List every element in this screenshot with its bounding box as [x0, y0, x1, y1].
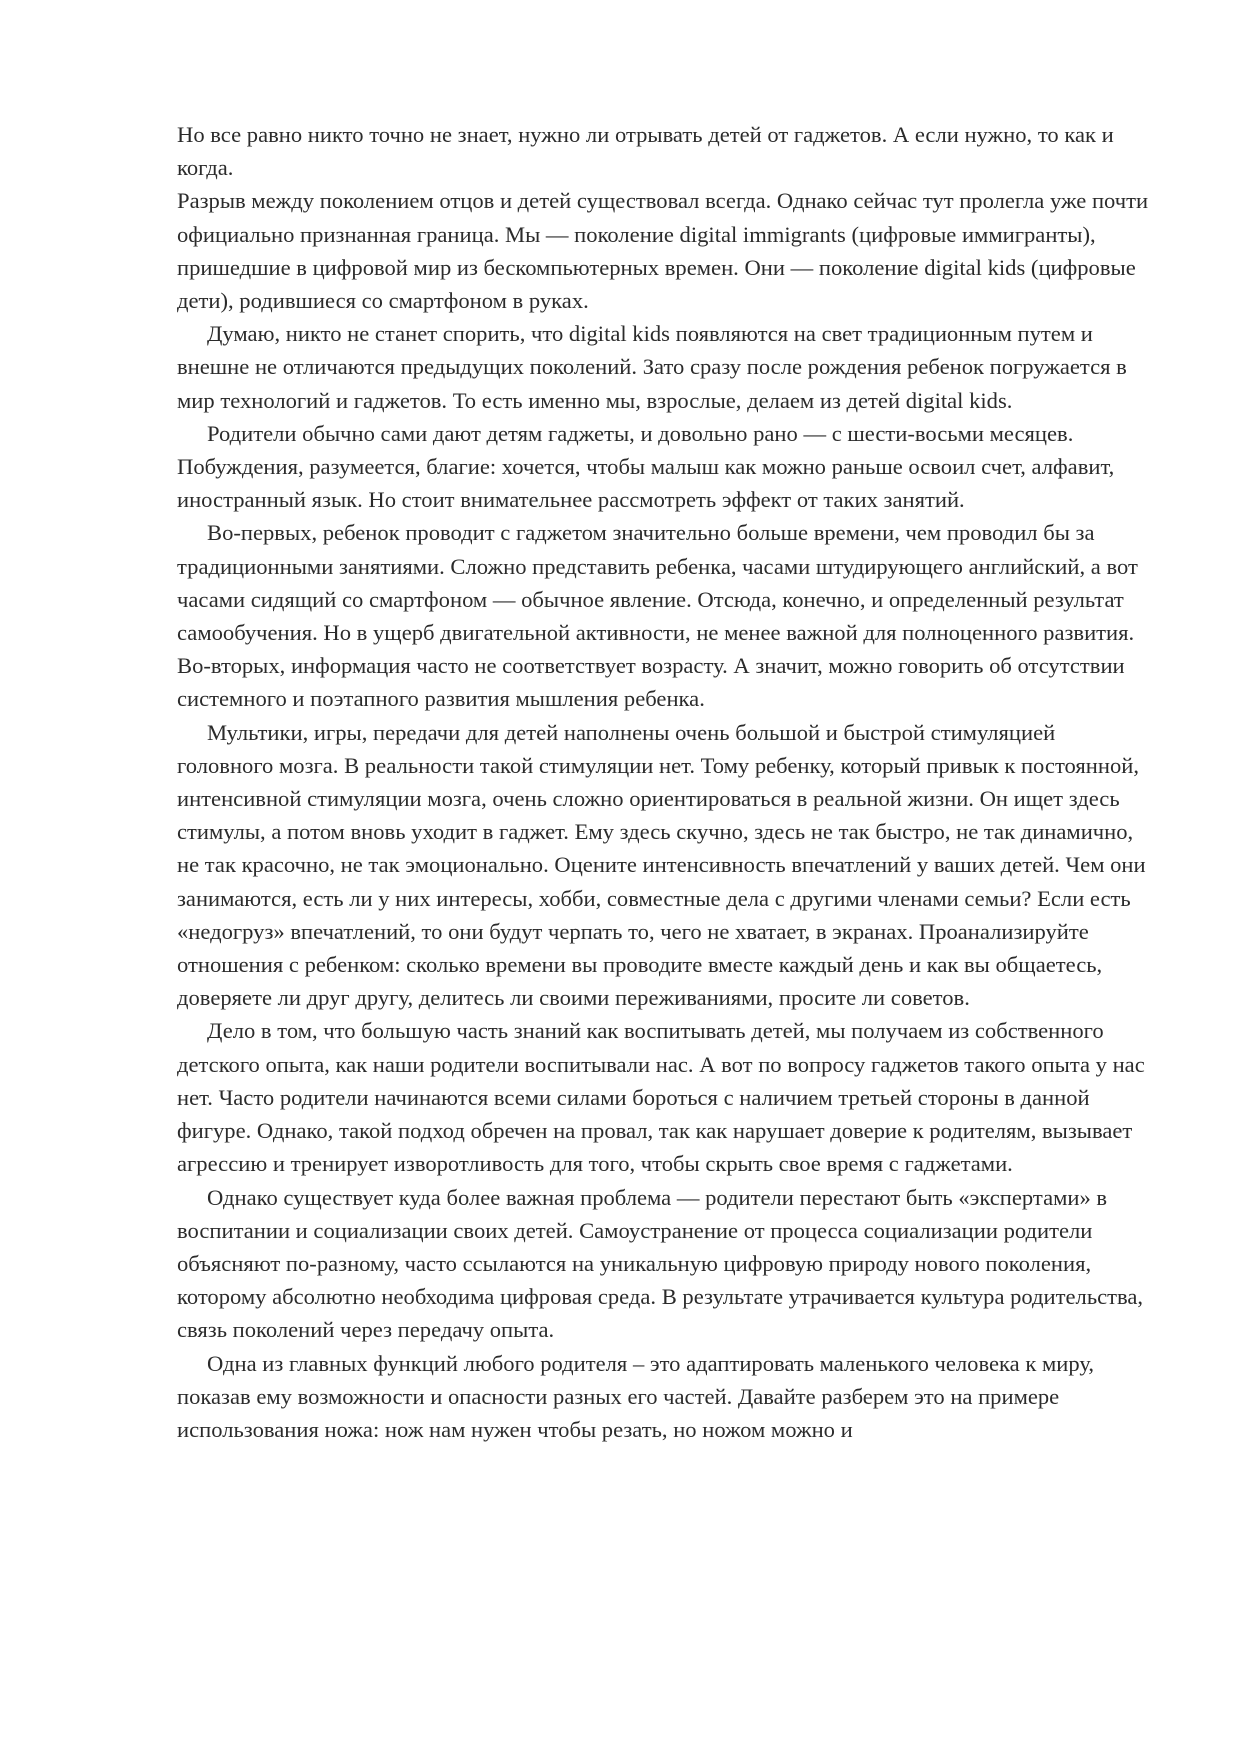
paragraph-7: Дело в том, что большую часть знаний как воспитывать детей, мы получаем из собственного детского опыта, как наши родители воспитывали нас. А вот по вопросу гаджетов такого опыта у нас нет. Часто родители начинаются всеми силами бороться с наличием третьей стороны в данной фигуре. Однако, такой подход обречен на провал, так как нарушает доверие к родителям, вызывает агрессию и тренирует изворотливость для того, чтобы скрыть свое время с гаджетами.: [177, 1018, 1145, 1177]
paragraph-1: Но все равно никто точно не знает, нужно ли отрывать детей от гаджетов. А если нужно, то как и когда.: [177, 122, 1114, 181]
paragraph-6: Мультики, игры, передачи для детей наполнены очень большой и быстрой стимуляцией головного мозга. В реальности такой стимуляции нет. Тому ребенку, который привык к постоянной, интенсивной стимуляции мозга, очень сложно ориентироваться в реальной жизни. Он ищет здесь стимулы, а потом вновь уходит в гаджет. Ему здесь скучно, здесь не так быстро, не так динамично, не так красочно, не так эмоционально. Оцените интенсивность впечатлений у ваших детей. Чем они занимаются, есть ли у них интересы, хобби, совместные дела с другими членами семьи? Если есть «недогруз» впечатлений, то они будут черпать то, чего не хватает, в экранах. Проанализируйте отношения с ребенком: сколько времени вы проводите вместе каждый день и как вы общаетесь, доверяете ли друг другу, делитесь ли своими переживаниями, просите ли советов.: [177, 719, 1146, 1011]
paragraph-3: Думаю, никто не станет спорить, что digital kids появляются на свет традиционным путем и внешне не отличаются предыдущих поколений. Зато сразу после рождения ребенок погружается в мир технологий и гаджетов. То есть именно мы, взрослые, делаем из детей digital kids.: [177, 321, 1127, 413]
paragraph-4: Родители обычно сами дают детям гаджеты, и довольно рано — с шести-восьми месяцев. Побуждения, разумеется, благие: хочется, чтобы малыш как можно раньше освоил счет, алфавит, иностранный язык. Но стоит внимательнее рассмотреть эффект от таких занятий.: [177, 420, 1115, 513]
paragraph-5: Во-первых, ребенок проводит с гаджетом значительно больше времени, чем проводил бы за традиционными занятиями. Сложно представить ребенка, часами штудирующего английский, а вот часами сидящий со смартфоном — обычное явление. Отсюда, конечно, и определенный результат самообучения. Но в ущерб двигательной активности, не менее важной для полноценного развития. Во-вторых, информация часто не соответствует возрасту. А значит, можно говорить об отсутствии системного и поэтапного развития мышления ребенка.: [177, 520, 1138, 712]
paragraph-9: Одна из главных функций любого родителя – это адаптировать маленького человека к миру, показав ему возможности и опасности разных его частей. Давайте разберем это на примере использования ножа: нож нам нужен чтобы резать, но ножом можно и: [177, 1350, 1095, 1442]
document-page: [177, 118, 1152, 1446]
paragraph-8: Однако существует куда более важная проблема — родители перестают быть «экспертами» в воспитании и социализации своих детей. Самоустранение от процесса социализации родители объясняют по-разному, часто ссылаются на уникальную цифровую природу нового поколения, которому абсолютно необходима цифровая среда. В результате утрачивается культура родительства, связь поколений через передачу опыта.: [177, 1184, 1144, 1343]
paragraph-2: Разрыв между поколением отцов и детей существовал всегда. Однако сейчас тут пролегла уже почти официально признанная граница. Мы — поколение digital immigrants (цифровые иммигранты), пришедшие в цифровой мир из бескомпьютерных времен. Они — поколение digital kids (цифровые дети), родившиеся со смартфоном в руках.: [177, 188, 1149, 314]
